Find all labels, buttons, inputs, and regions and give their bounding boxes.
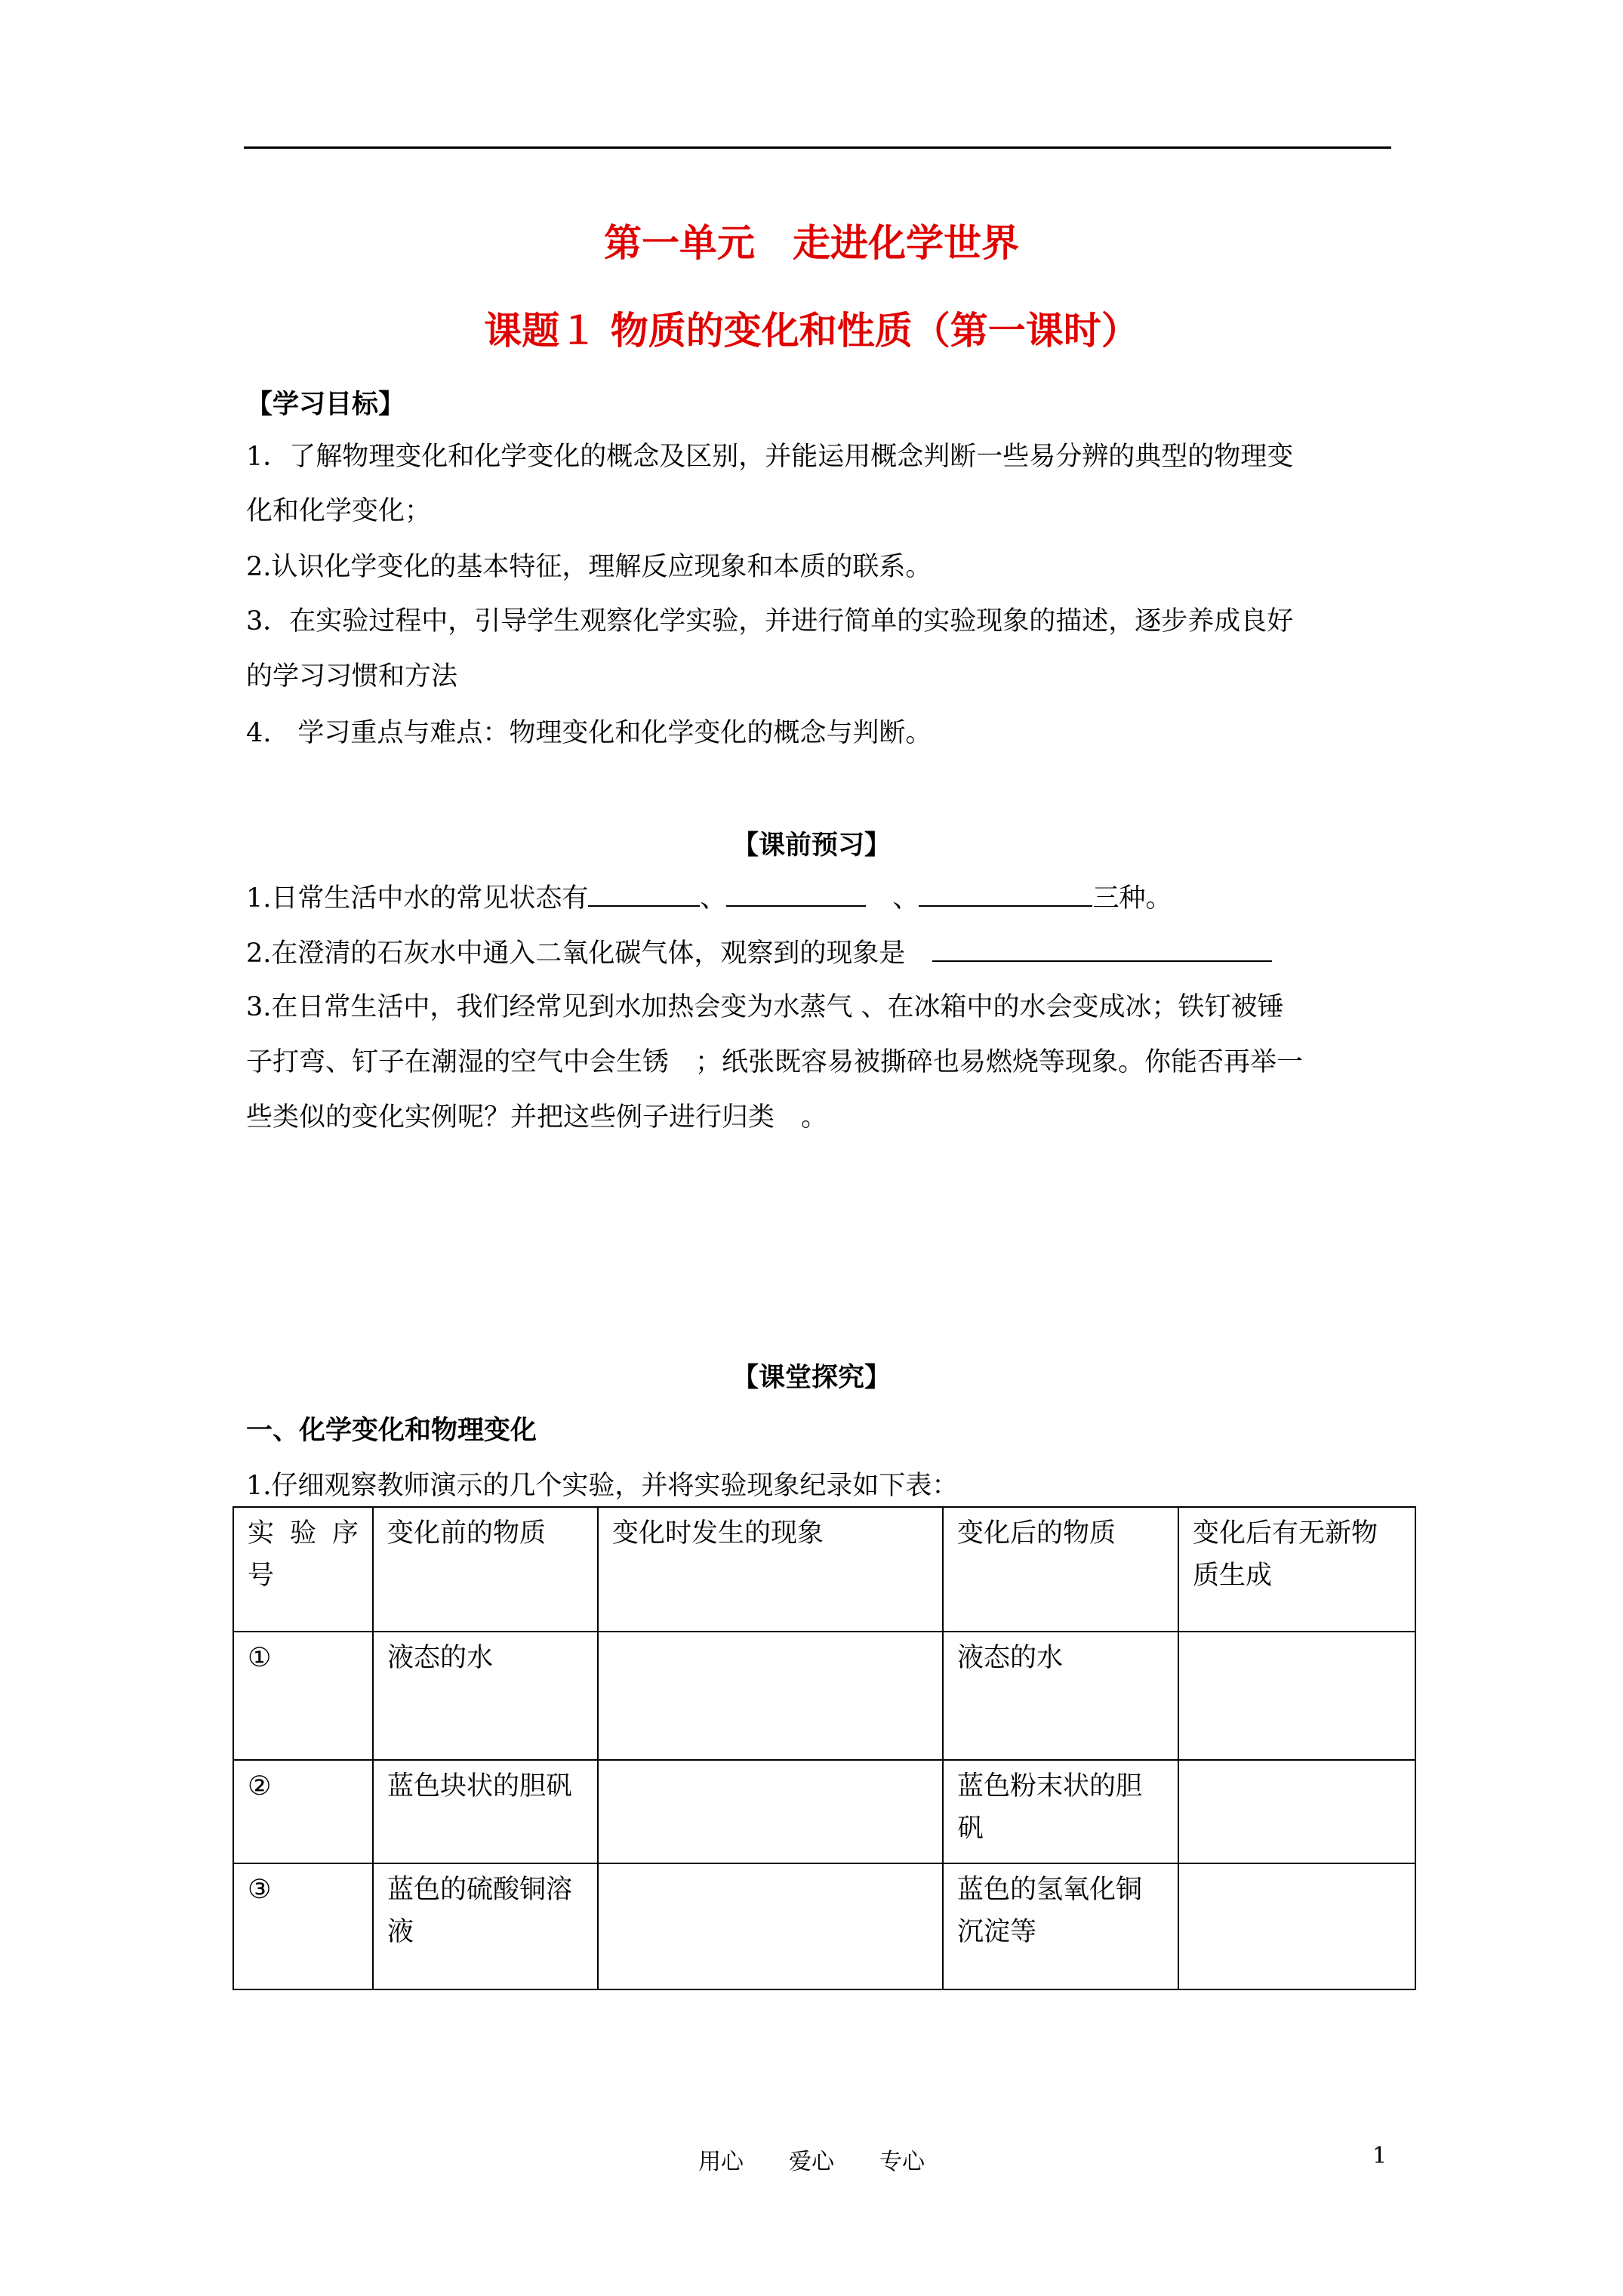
table-cell[interactable] xyxy=(1178,1863,1415,1989)
objective-line: 的学习习惯和方法 xyxy=(246,661,458,692)
page-number: 1 xyxy=(1372,2143,1387,2169)
footer-slogan: 用心 爱心 专心 xyxy=(698,2149,925,2175)
answer-blank[interactable] xyxy=(726,880,866,907)
table-cell: 蓝色块状的胆矾 xyxy=(373,1760,598,1863)
preview-question-1 xyxy=(246,880,1172,917)
answer-blank[interactable] xyxy=(919,880,1092,907)
objective-line: 化和化学变化； xyxy=(246,496,432,526)
table-header-cell: 变化后的物质 xyxy=(943,1507,1178,1632)
preview-heading: 【课前预习】 xyxy=(731,831,891,861)
objective-line: 4. 学习重点与难点：物理变化和化学变化的概念与判断。 xyxy=(246,718,932,748)
answer-blank[interactable] xyxy=(588,880,700,907)
table-header-cell: 变化后有无新物质生成 xyxy=(1178,1507,1415,1632)
table-cell[interactable] xyxy=(1178,1760,1415,1863)
table-header-cell: 变化时发生的现象 xyxy=(598,1507,943,1632)
table-cell: 蓝色粉末状的胆矾 xyxy=(943,1760,1178,1863)
section-heading: 一、化学变化和物理变化 xyxy=(246,1416,537,1446)
q1-end: 三种。 xyxy=(1092,883,1172,914)
objective-line: 2.认识化学变化的基本特征，理解反应现象和本质的联系。 xyxy=(246,552,932,582)
table-row xyxy=(233,1632,1415,1760)
table-cell[interactable] xyxy=(598,1863,943,1989)
answer-blank[interactable] xyxy=(932,935,1272,962)
table-cell[interactable] xyxy=(598,1760,943,1863)
table-intro: 1.仔细观察教师演示的几个实验，并将实验现象纪录如下表： xyxy=(246,1471,959,1501)
experiment-table xyxy=(233,1506,1416,1990)
table-cell[interactable] xyxy=(1178,1632,1415,1760)
preview-question-2 xyxy=(246,935,1272,972)
table-header-cell: 变化前的物质 xyxy=(373,1507,598,1632)
q1-separator: 、 xyxy=(700,883,727,914)
table-row xyxy=(233,1760,1415,1863)
q1-text: 1.日常生活中水的常见状态有 xyxy=(246,883,589,914)
table-row xyxy=(233,1863,1415,1989)
table-cell: ① xyxy=(233,1632,373,1760)
objectives-heading: 【学习目标】 xyxy=(246,390,405,420)
table-cell: ② xyxy=(233,1760,373,1863)
table-cell: 液态的水 xyxy=(373,1632,598,1760)
table-cell: 蓝色的氢氧化铜沉淀等 xyxy=(943,1863,1178,1989)
objective-line: 1．了解物理变化和化学变化的概念及区别，并能运用概念判断一些易分辨的典型的物理变 xyxy=(246,442,1294,472)
table-cell: 液态的水 xyxy=(943,1632,1178,1760)
table-header-row xyxy=(233,1507,1415,1632)
lesson-title: 课题１ 物质的变化和性质（第一课时） xyxy=(484,309,1139,353)
q2-text: 2.在澄清的石灰水中通入二氧化碳气体，观察到的现象是 xyxy=(246,938,906,969)
preview-question-3: 些类似的变化实例呢？并把这些例子进行归类 。 xyxy=(246,1102,828,1133)
table-cell: ③ xyxy=(233,1863,373,1989)
table-cell: 蓝色的硫酸铜溶液 xyxy=(373,1863,598,1989)
q1-separator: 、 xyxy=(866,883,919,914)
table-cell[interactable] xyxy=(598,1632,943,1760)
explore-heading: 【课堂探究】 xyxy=(731,1363,891,1393)
header-rule xyxy=(244,146,1391,149)
table-header-cell: 实 验 序 号 xyxy=(233,1507,373,1632)
unit-title: 第一单元 走进化学世界 xyxy=(604,221,1019,265)
preview-question-3: 3.在日常生活中，我们经常见到水加热会变为水蒸气 、在冰箱中的水会变成冰；铁钉被锤 xyxy=(246,992,1284,1022)
objective-line: 3．在实验过程中，引导学生观察化学实验，并进行简单的实验现象的描述，逐步养成良好 xyxy=(246,606,1294,636)
preview-question-3: 子打弯、钉子在潮湿的空气中会生锈 ；纸张既容易被撕碎也易燃烧等现象。你能否再举一 xyxy=(246,1047,1304,1077)
